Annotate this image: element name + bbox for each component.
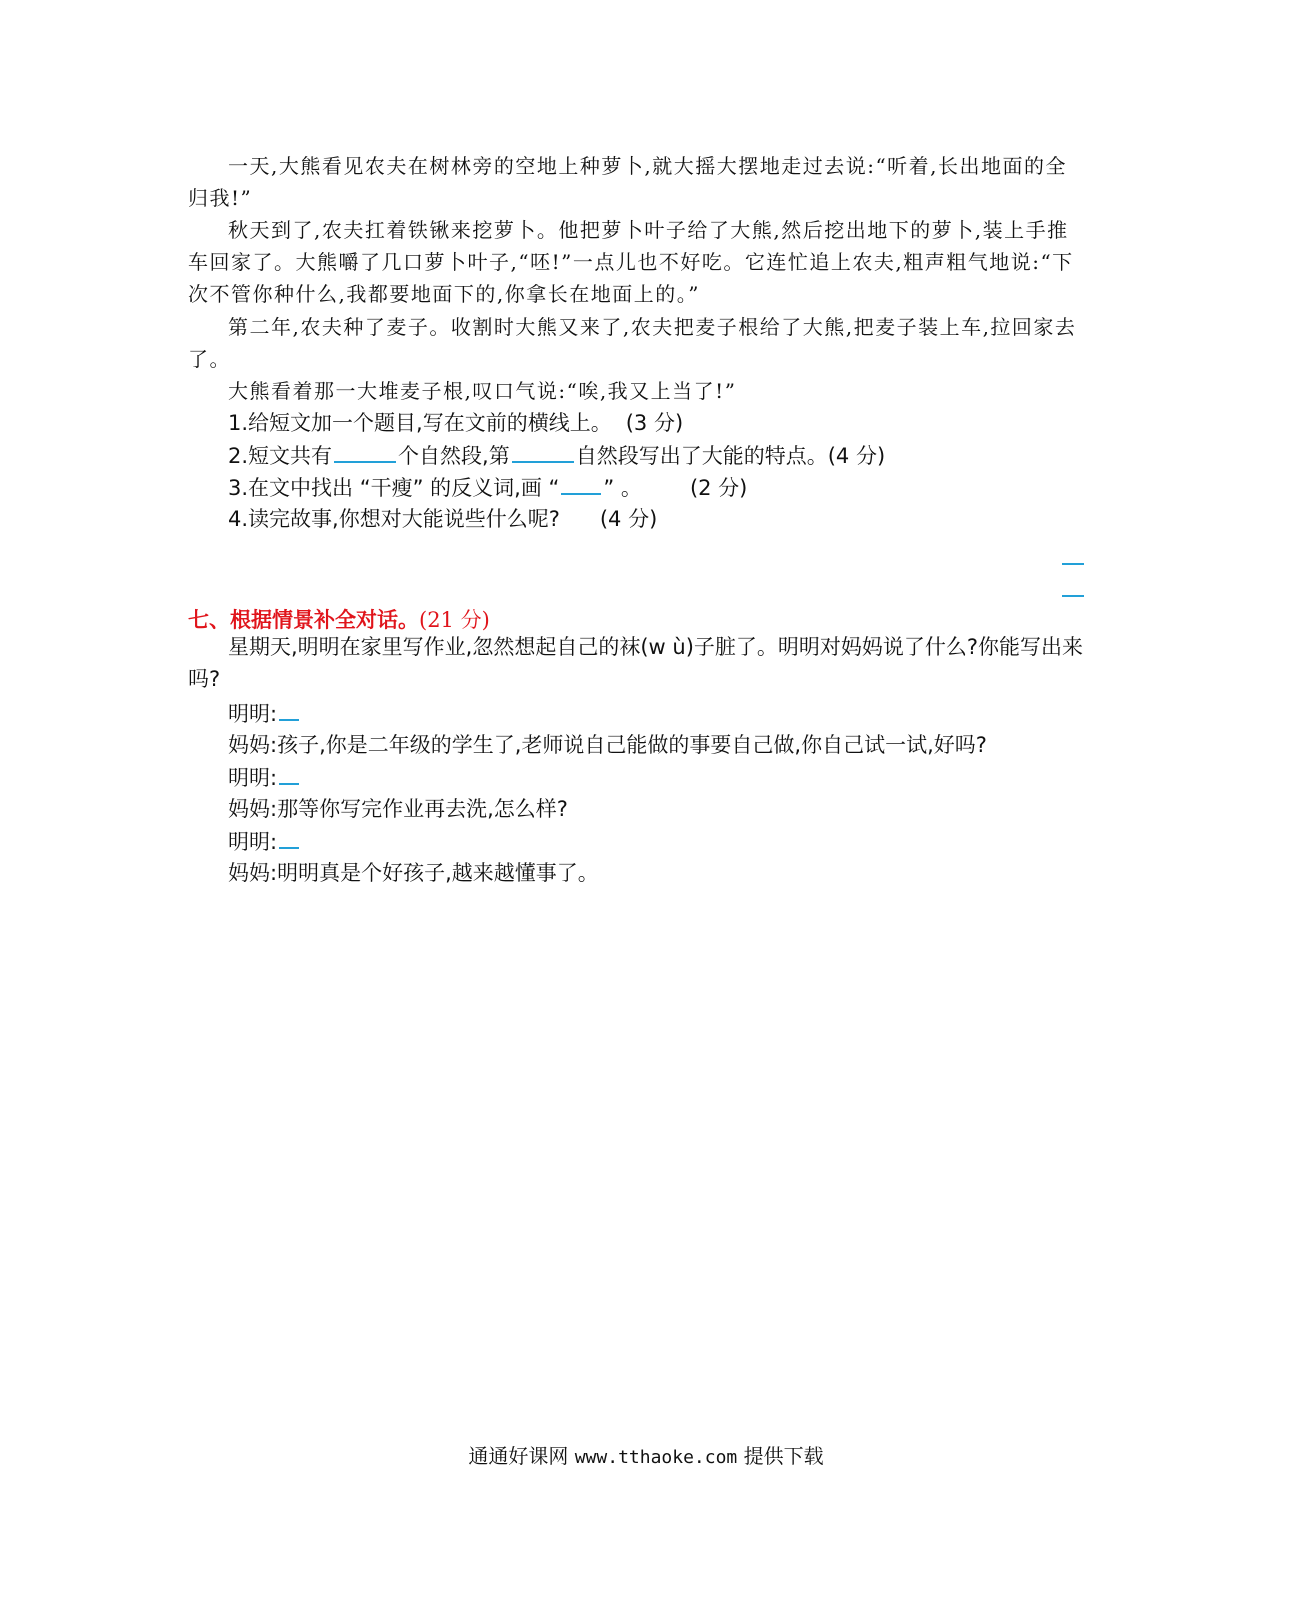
section-7-intro: 星期天,明明在家里写作业,忽然想起自己的袜(w ù)子脏了。明明对妈妈说了什么?你能写出来吗? — [188, 635, 1084, 691]
question-score: (3 分) — [625, 411, 684, 435]
section-title: 七、根据情景补全对话。 — [188, 608, 419, 632]
dialogue-line — [228, 857, 599, 889]
question-text: 个自然段,第 — [398, 444, 510, 468]
question-text: 4.读完故事,你想对大能说些什么呢? — [228, 507, 560, 531]
footer-url[interactable]: www.tthaoke.com — [574, 1447, 738, 1468]
question-score: (2 分) — [689, 476, 748, 500]
question-text: 3.在文中找出 “干瘦” 的反义词,画 “ — [228, 476, 560, 500]
question-2 — [228, 439, 885, 472]
question-score: (4 分) — [827, 444, 886, 468]
answer-blank[interactable] — [561, 471, 601, 495]
answer-blank[interactable] — [279, 825, 299, 849]
question-3 — [228, 471, 747, 504]
dialogue-line — [228, 761, 301, 794]
answer-blank[interactable] — [279, 761, 299, 785]
footer-suffix: 提供下载 — [743, 1444, 824, 1468]
speaker: 妈妈: — [228, 861, 278, 885]
footer-site: 通通好课网 — [468, 1444, 569, 1468]
question-text: 自然段写出了大能的特点。 — [575, 444, 828, 468]
question-4 — [228, 503, 657, 535]
speaker: 妈妈: — [228, 797, 278, 821]
speaker: 明明: — [228, 830, 278, 854]
dialogue-text: 明明真是个好孩子,越来越懂事了。 — [277, 861, 599, 885]
speaker: 明明: — [228, 702, 278, 726]
footer — [0, 1440, 1292, 1469]
story-paragraph: 秋天到了,农夫扛着铁锹来挖萝卜。他把萝卜叶子给了大熊,然后挖出地下的萝卜,装上手推车回家了。大熊嚼了几口萝卜叶子,“呸!”一点儿也不好吃。它连忙追上农夫,粗声粗气地说:“下次不管你种什么,我都要地面下的,你拿长在地面上的。” — [188, 218, 1074, 306]
dialogue-line — [228, 697, 301, 730]
answer-blank[interactable] — [334, 439, 396, 463]
answer-blank[interactable] — [279, 697, 299, 721]
speaker: 妈妈: — [228, 733, 278, 757]
dialogue-line — [228, 825, 301, 858]
section-points: (21 分) — [419, 608, 490, 632]
question-text: 2.短文共有 — [228, 444, 333, 468]
answer-blank[interactable] — [512, 439, 574, 463]
dialogue-text: 那等你写完作业再去洗,怎么样? — [277, 797, 568, 821]
answer-line[interactable] — [1062, 595, 1084, 597]
question-text: ” 。 — [603, 476, 642, 500]
question-score: (4 分) — [599, 507, 658, 531]
story-paragraph: 大熊看着那一大堆麦子根,叹口气说:“唉,我又上当了!” — [228, 379, 737, 403]
story-paragraph: 第二年,农夫种了麦子。收割时大熊又来了,农夫把麦子根给了大熊,把麦子装上车,拉回家去了。 — [188, 315, 1077, 371]
speaker: 明明: — [228, 766, 278, 790]
question-text: 1.给短文加一个题目,写在文前的横线上。 — [228, 411, 612, 435]
answer-line[interactable] — [1062, 563, 1084, 565]
dialogue-line — [228, 793, 568, 825]
question-1 — [228, 407, 683, 439]
story-paragraph: 一天,大熊看见农夫在树林旁的空地上种萝卜,就大摇大摆地走过去说:“听着,长出地面的全归我!” — [188, 154, 1068, 210]
dialogue-line — [228, 729, 987, 761]
dialogue-text: 孩子,你是二年级的学生了,老师说自己能做的事要自己做,你自己试一试,好吗? — [277, 733, 987, 757]
section-7-heading — [188, 604, 490, 634]
